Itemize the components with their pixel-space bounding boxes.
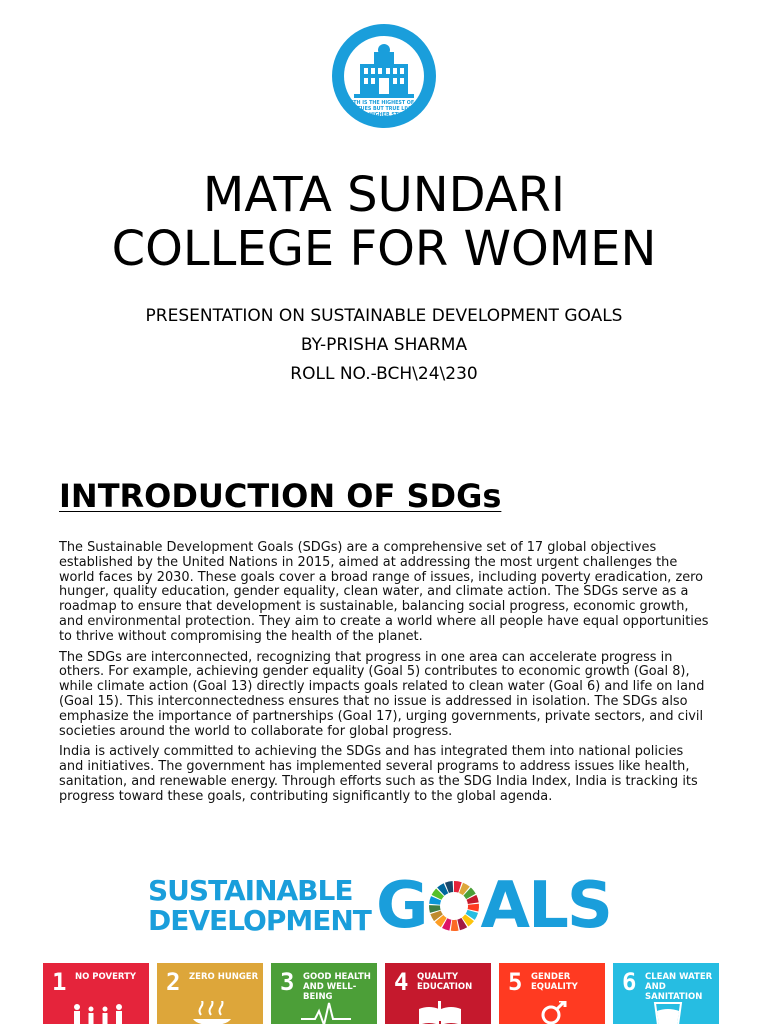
sdg-color-wheel-icon xyxy=(428,880,480,932)
intro-body xyxy=(59,541,711,811)
wheel-segment xyxy=(450,920,458,931)
roll-number: ROLL NO.-BCH\24\230 xyxy=(290,364,478,384)
banner-goals-g: G xyxy=(376,869,427,943)
book-icon xyxy=(405,1001,475,1024)
presentation-subtitle xyxy=(0,302,768,389)
section-heading: INTRODUCTION OF SDGs xyxy=(59,477,502,515)
sdg-tile-5 xyxy=(499,963,605,1024)
wheel-segment xyxy=(467,904,478,912)
bowl-icon xyxy=(177,1001,247,1024)
svg-text:TRUTH IS THE HIGHEST OF ALL: TRUTH IS THE HIGHEST OF ALL xyxy=(342,101,426,106)
tile-label: CLEAN WATER AND SANITATION xyxy=(645,972,713,1002)
tile-number: 3 xyxy=(280,968,295,996)
tile-label: GENDER EQUALITY xyxy=(531,972,578,992)
tile-number: 4 xyxy=(394,968,409,996)
sdg-tiles xyxy=(43,963,729,1024)
svg-text:IS HIGHER STILL: IS HIGHER STILL xyxy=(362,113,406,118)
tile-number: 6 xyxy=(622,968,637,996)
intro-paragraph-2: The SDGs are interconnected, recognizing that progress in one area can accelerate progress in others. For example, achieving gender equality (Goal 5) contributes to economic growth (Goal 8), while climate action (Goal 13) directly impacts goals related to clean water (Goal 6) and life on land (Goal 15). This interconnectedness ensures that no issue is addressed in isolation. The SDGs also emphasize the importance of partnerships (Goal 17), urging governments, private sectors, and civil societies around the world to collaborate for global progress. xyxy=(59,649,705,739)
banner-goals-rest: ALS xyxy=(480,869,611,943)
banner-words xyxy=(148,876,371,936)
college-title xyxy=(0,168,768,276)
tile-label: QUALITY EDUCATION xyxy=(417,972,473,992)
tile-label: GOOD HEALTH AND WELL-BEING xyxy=(303,972,371,1002)
tile-label: ZERO HUNGER xyxy=(189,972,259,982)
heartbeat-icon xyxy=(291,1001,361,1024)
college-title-line2: COLLEGE FOR WOMEN xyxy=(111,221,657,277)
family-icon xyxy=(63,1001,133,1024)
sdg-tile-3 xyxy=(271,963,377,1024)
water-glass-icon xyxy=(633,1001,703,1024)
tile-number: 2 xyxy=(166,968,181,996)
tile-number: 5 xyxy=(508,968,523,996)
banner-goals-word xyxy=(376,870,611,942)
presenter-name: BY-PRISHA SHARMA xyxy=(300,335,468,355)
banner-word-development: DEVELOPMENT xyxy=(148,904,371,937)
sdg-tile-1 xyxy=(43,963,149,1024)
college-title-line1: MATA SUNDARI xyxy=(202,167,566,223)
sdg-tile-6 xyxy=(613,963,719,1024)
intro-paragraph-3: India is actively committed to achieving the SDGs and has integrated them into national policies and initiatives. The government has implemented several programs to address issues like health, sanitation, and renewable energy. Through efforts such as the SDG India Index, India is tracking its progress toward these goals, contributing significantly to the global agenda. xyxy=(59,744,698,804)
tile-number: 1 xyxy=(52,968,67,996)
banner-word-sustainable: SUSTAINABLE xyxy=(148,874,353,907)
college-seal-icon xyxy=(330,22,438,130)
sdg-banner xyxy=(148,869,628,944)
tile-label: NO POVERTY xyxy=(75,972,137,982)
gender-icon xyxy=(519,1001,589,1024)
sdg-tile-4 xyxy=(385,963,491,1024)
sdg-tile-2 xyxy=(157,963,263,1024)
intro-paragraph-1: The Sustainable Development Goals (SDGs) are a comprehensive set of 17 global objectives established by the United Nations in 2015, aimed at addressing the most urgent challenges the world faces by 2030. These goals cover a broad range of issues, including poverty eradication, zero hunger, quality education, gender equality, clean water, and climate action. The SDGs serve as a roadmap to ensure that development is sustainable, balancing social progress, economic growth, and environmental protection. They aim to create a world where all people have equal opportunities to thrive without compromising the health of the planet. xyxy=(59,540,709,644)
presentation-topic: PRESENTATION ON SUSTAINABLE DEVELOPMENT GOALS xyxy=(145,306,623,326)
svg-text:VIRTUES BUT TRUE LIVING: VIRTUES BUT TRUE LIVING xyxy=(348,107,420,112)
